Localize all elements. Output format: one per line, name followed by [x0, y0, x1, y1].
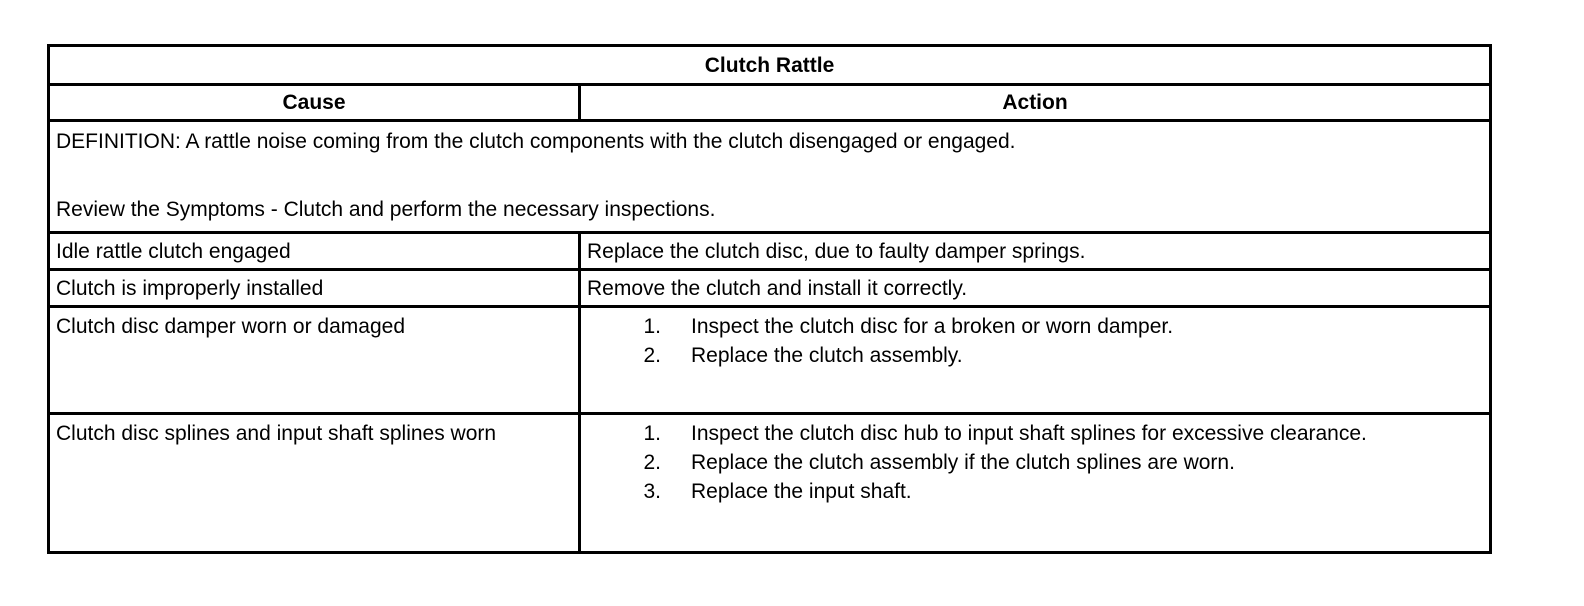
table-row	[49, 270, 1491, 307]
column-header-row	[49, 85, 1491, 121]
table-row	[49, 233, 1491, 270]
cause-cell: Idle rattle clutch engaged	[49, 233, 580, 270]
action-steps-list	[587, 312, 1483, 370]
definition-cell	[49, 121, 1491, 233]
review-symptoms-text: Review the Symptoms - Clutch and perform the necessary inspections.	[56, 198, 716, 221]
definition-row	[49, 121, 1491, 233]
action-step	[587, 448, 1483, 477]
action-cell	[580, 307, 1491, 414]
step-text: Replace the clutch assembly if the clutch splines are worn.	[691, 451, 1235, 474]
cause-cell: Clutch is improperly installed	[49, 270, 580, 307]
table-title-row	[49, 46, 1491, 85]
cause-cell: Clutch disc splines and input shaft splines worn	[49, 414, 580, 553]
table-row	[49, 414, 1491, 553]
action-cell: Remove the clutch and install it correctly.	[580, 270, 1491, 307]
action-step	[587, 312, 1483, 341]
action-step	[587, 477, 1483, 506]
step-number: 2.	[643, 451, 661, 474]
step-text: Replace the input shaft.	[691, 480, 912, 503]
step-text: Inspect the clutch disc for a broken or worn damper.	[691, 315, 1174, 338]
action-step	[587, 341, 1483, 370]
table-title: Clutch Rattle	[49, 46, 1491, 85]
action-cell	[580, 414, 1491, 553]
action-step	[587, 419, 1483, 448]
definition-text: DEFINITION: A rattle noise coming from the clutch components with the clutch disengaged or engaged.	[56, 130, 1016, 153]
step-text: Replace the clutch assembly.	[691, 344, 963, 367]
step-number: 3.	[643, 480, 661, 503]
cause-cell: Clutch disc damper worn or damaged	[49, 307, 580, 414]
action-column-header: Action	[580, 85, 1491, 121]
cause-column-header: Cause	[49, 85, 580, 121]
step-number: 1.	[643, 315, 661, 338]
step-number: 1.	[643, 422, 661, 445]
table-row	[49, 307, 1491, 414]
clutch-rattle-table	[47, 44, 1492, 554]
action-cell: Replace the clutch disc, due to faulty damper springs.	[580, 233, 1491, 270]
step-text: Inspect the clutch disc hub to input shaft splines for excessive clearance.	[691, 422, 1367, 445]
step-number: 2.	[643, 344, 661, 367]
action-steps-list	[587, 419, 1483, 506]
